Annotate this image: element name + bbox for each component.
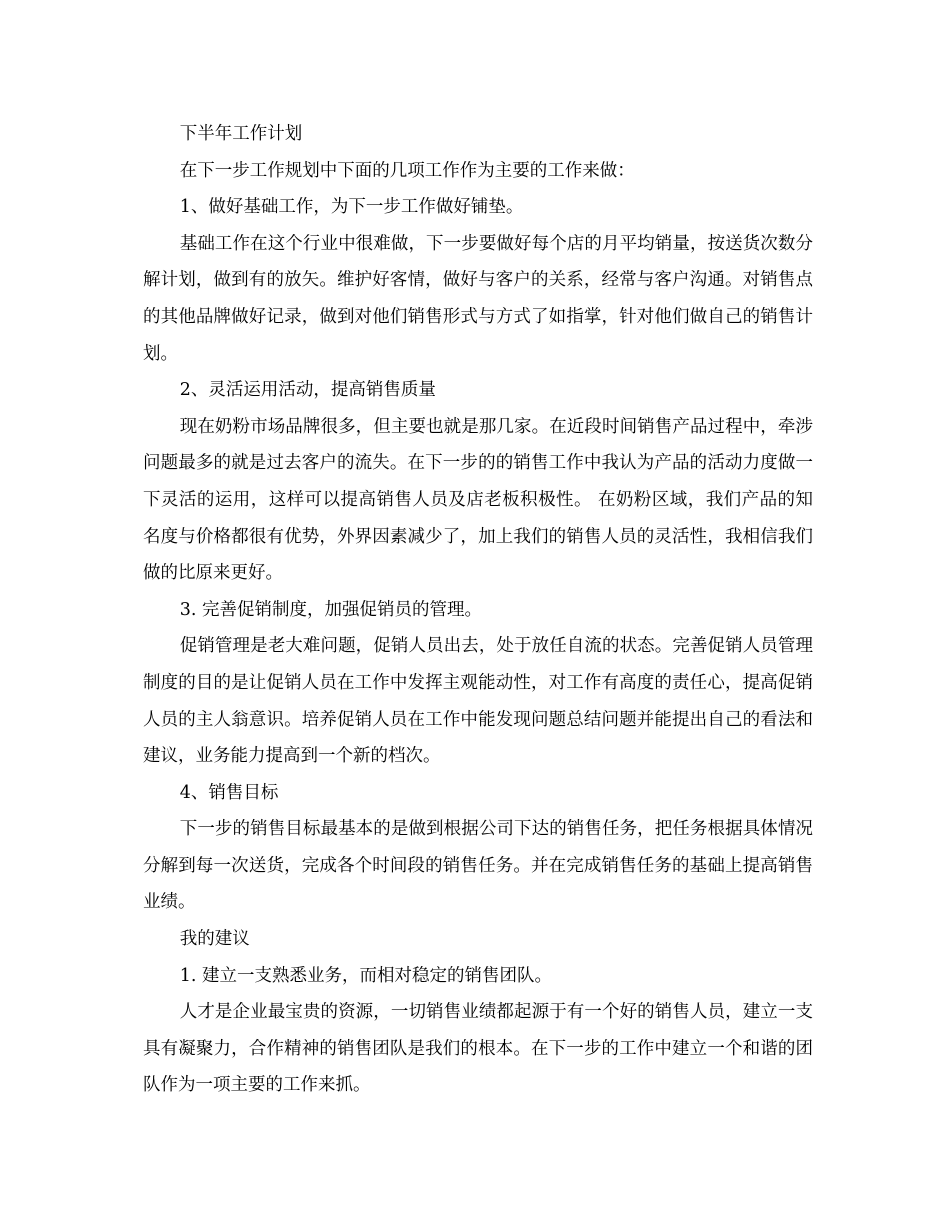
section-heading: 1、做好基础工作，为下一步工作做好铺垫。 xyxy=(179,197,524,218)
document-title: 下半年工作计划 xyxy=(179,124,303,144)
suggestion-paragraph: 人才是企业最宝贵的资源，一切销售业绩都起源于有一个好的销售人员，建立一支具有凝聚力，合作精神的销售团队是我们的根本。在下一步的工作中建立一个和谐的团队作为一项主要的工作来抓。 xyxy=(143,1002,813,1096)
document-body xyxy=(143,116,813,1104)
section-paragraph: 现在奶粉市场品牌很多，但主要也就是那几家。在近段时间销售产品过程中，牵涉问题最多的就是过去客户的流失。在下一步的的销售工作中我认为产品的活动力度做一下灵活的运用，这样可以提高销售人员及店老板积极性。 在奶粉区域，我们产品的知名度与价格都很有优势，外界因素减少了，加上我们的销售人员的灵活性，我相信我们做的比原来更好。 xyxy=(143,416,813,584)
section-paragraph: 基础工作在这个行业中很难做，下一步要做好每个店的月平均销量，按送货次数分解计划，做到有的放矢。维护好客情，做好与客户的关系，经常与客户沟通。对销售点的其他品牌做好记录，做到对他们销售形式与方式了如指掌，针对他们做自己的销售计划。 xyxy=(143,233,813,364)
section-paragraph: 下一步的销售目标最基本的是做到根据公司下达的销售任务，把任务根据具体情况分解到每一次送货，完成各个时间段的销售任务。并在完成销售任务的基础上提高销售业绩。 xyxy=(143,819,813,913)
suggestion-heading: 1. 建立一支熟悉业务，而相对稳定的销售团队。 xyxy=(179,965,553,986)
section-heading: 3. 完善促销制度，加强促销员的管理。 xyxy=(179,599,483,620)
suggestion-title: 我的建议 xyxy=(179,929,250,950)
intro-paragraph: 在下一步工作规划中下面的几项工作作为主要的工作来做： xyxy=(179,160,635,181)
section-heading: 2、灵活运用活动，提高销售质量 xyxy=(179,380,436,401)
section-paragraph: 促销管理是老大难问题，促销人员出去，处于放任自流的状态。完善促销人员管理制度的目的是让促销人员在工作中发挥主观能动性，对工作有高度的责任心，提高促销人员的主人翁意识。培养促销人员在工作中能发现问题总结问题并能提出自己的看法和建议，业务能力提高到一个新的档次。 xyxy=(143,636,813,767)
section-heading: 4、销售目标 xyxy=(179,782,279,803)
